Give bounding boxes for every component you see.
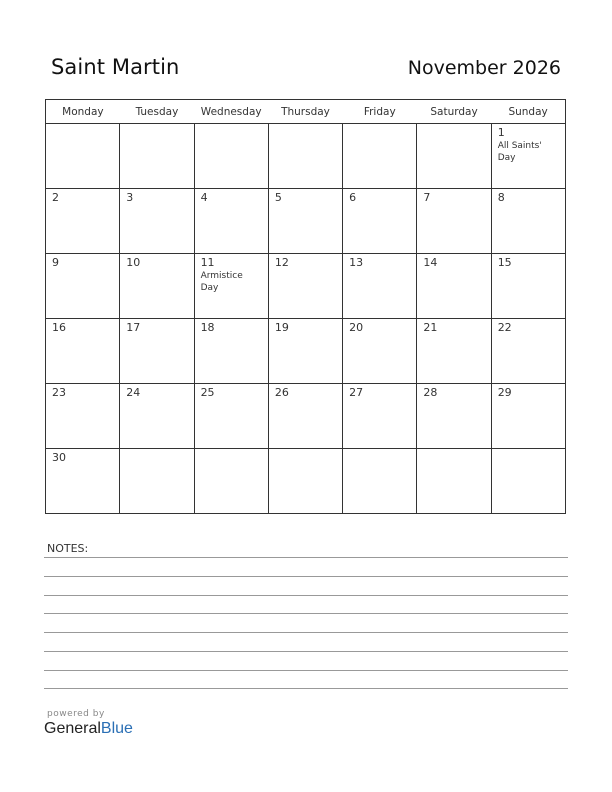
day-number: 2: [52, 191, 59, 204]
day-number: 5: [274, 191, 282, 204]
day-cell: [120, 189, 194, 254]
day-cell: [417, 124, 491, 189]
day-cell: [46, 319, 120, 384]
notes-label: NOTES:: [47, 542, 89, 555]
day-cell: [194, 124, 268, 189]
powered-by-text: powered by: [47, 709, 105, 719]
day-cell: [343, 254, 417, 319]
day-number: 27: [349, 386, 364, 399]
day-number: 10: [126, 256, 141, 269]
day-number: [343, 449, 416, 451]
day-number: 8: [497, 191, 505, 204]
day-number: 11: [200, 256, 215, 269]
week-row: [46, 189, 566, 254]
week-row: [46, 384, 566, 449]
weekday-thursday: Thursday: [268, 100, 342, 124]
brand-general: General: [44, 720, 101, 737]
day-number: 15: [497, 256, 512, 269]
week-row: [46, 254, 566, 319]
day-cell: [491, 319, 565, 384]
day-cell: [268, 319, 342, 384]
day-cell: [120, 319, 194, 384]
day-cell: [46, 384, 120, 449]
day-cell: [268, 189, 342, 254]
day-number: 26: [274, 386, 289, 399]
day-cell: [194, 254, 268, 319]
day-number: 20: [349, 321, 364, 334]
day-number: 13: [349, 256, 364, 269]
weekday-tuesday: Tuesday: [120, 100, 194, 124]
day-number: 7: [423, 191, 431, 204]
weekday-saturday: Saturday: [417, 100, 491, 124]
day-number: 25: [200, 386, 215, 399]
day-cell: [343, 319, 417, 384]
day-cell: [46, 189, 120, 254]
day-cell: [491, 124, 565, 189]
week-row: [46, 319, 566, 384]
day-number: 30: [52, 451, 66, 464]
note-line: [44, 557, 568, 558]
weekday-monday: Monday: [46, 100, 120, 124]
day-number: 22: [497, 321, 512, 334]
day-number: 14: [423, 256, 438, 269]
note-line: [44, 670, 568, 671]
day-number: 9: [52, 256, 59, 269]
day-cell: [194, 449, 268, 514]
holiday-label: All Saints' Day: [497, 141, 542, 163]
day-cell: [194, 189, 268, 254]
day-number: [417, 124, 490, 126]
day-cell: [491, 384, 565, 449]
day-number: 4: [200, 191, 208, 204]
day-cell: [120, 254, 194, 319]
week-row: [46, 449, 566, 514]
day-cell: [268, 384, 342, 449]
day-cell: [343, 384, 417, 449]
weekday-sunday: Sunday: [491, 100, 565, 124]
day-cell: [417, 319, 491, 384]
day-number: 1: [497, 126, 505, 139]
weekday-friday: Friday: [343, 100, 417, 124]
day-number: 24: [126, 386, 141, 399]
day-number: 28: [423, 386, 438, 399]
note-line: [44, 651, 568, 652]
weekday-wednesday: Wednesday: [194, 100, 268, 124]
day-number: [195, 124, 268, 126]
brand-blue: Blue: [100, 720, 133, 737]
day-cell: [491, 189, 565, 254]
day-number: 16: [52, 321, 66, 334]
day-cell: [46, 124, 120, 189]
day-cell: [417, 189, 491, 254]
day-number: 21: [423, 321, 438, 334]
day-number: [120, 124, 193, 126]
week-row: [46, 124, 566, 189]
day-number: 12: [274, 256, 289, 269]
day-number: 19: [274, 321, 289, 334]
day-number: [269, 449, 342, 451]
weekday-header-row: [46, 100, 566, 124]
day-cell: [343, 449, 417, 514]
day-cell: [268, 254, 342, 319]
holiday-label: Armistice Day: [200, 271, 243, 293]
note-line: [44, 632, 568, 633]
day-cell: [417, 384, 491, 449]
day-number: 3: [126, 191, 134, 204]
day-number: 6: [349, 191, 357, 204]
day-number: [120, 449, 193, 451]
day-cell: [120, 384, 194, 449]
day-number: [46, 124, 119, 126]
day-number: [492, 449, 565, 451]
day-cell: [343, 124, 417, 189]
day-cell: [343, 189, 417, 254]
calendar-title-country: Saint Martin: [51, 55, 180, 79]
day-cell: [194, 319, 268, 384]
day-number: 18: [200, 321, 215, 334]
note-line: [44, 576, 568, 577]
day-number: 23: [52, 386, 66, 399]
day-cell: [194, 384, 268, 449]
day-number: [195, 449, 268, 451]
day-cell: [46, 449, 120, 514]
day-number: 17: [126, 321, 141, 334]
day-cell: [491, 254, 565, 319]
generalblue-logo[interactable]: [44, 720, 133, 738]
day-cell: [120, 124, 194, 189]
day-cell: [268, 124, 342, 189]
note-line: [44, 613, 568, 614]
calendar-grid: [45, 99, 566, 514]
day-cell: [120, 449, 194, 514]
day-cell: [46, 254, 120, 319]
day-number: [269, 124, 342, 126]
day-number: [343, 124, 416, 126]
note-line: [44, 595, 568, 596]
day-cell: [268, 449, 342, 514]
day-cell: [417, 254, 491, 319]
day-number: [417, 449, 490, 451]
day-number: 29: [497, 386, 512, 399]
day-cell: [491, 449, 565, 514]
note-line: [44, 688, 568, 689]
calendar-title-month: November 2026: [407, 57, 561, 79]
day-cell: [417, 449, 491, 514]
